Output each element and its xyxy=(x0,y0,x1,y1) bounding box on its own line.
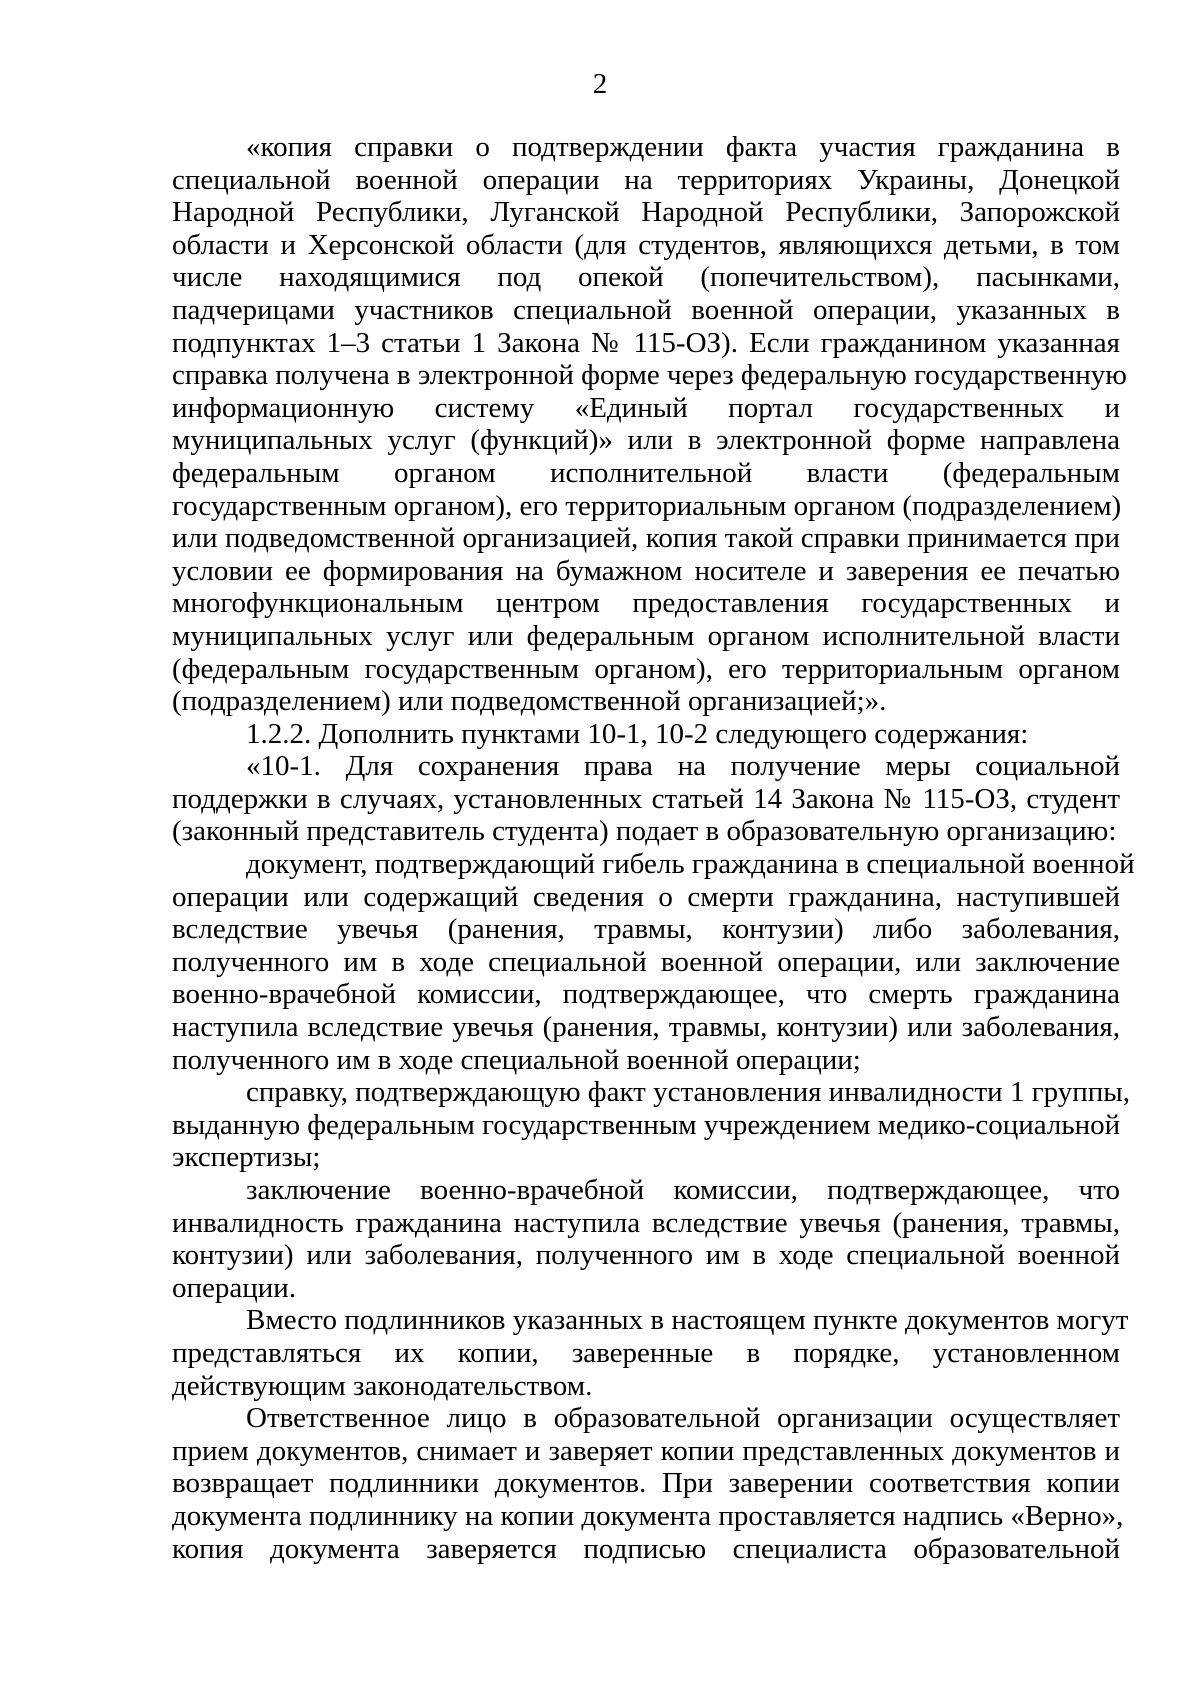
text-line: Вместо подлинников указанных в настоящем пункте документов могут xyxy=(246,1304,1129,1337)
paragraph xyxy=(172,1304,1129,1402)
text-line: федеральным органом исполнительной власти (федеральным xyxy=(172,456,1120,489)
text-line: контузии) или заболевания, полученного им в ходе специальной военной xyxy=(172,1239,1120,1272)
text-line: копия документа заверяется подписью специалиста образовательной xyxy=(172,1532,1120,1565)
text-line: прием документов, снимает и заверяет копии представленных документов и xyxy=(172,1434,1120,1467)
text-line: подпунктах 1–3 статьи 1 Закона № 115-ОЗ). Если гражданином указанная xyxy=(172,326,1120,359)
text-line: «10-1. Для сохранения права на получение меры социальной xyxy=(246,750,1120,783)
text-line: (федеральным государственным органом), его территориальным органом xyxy=(172,652,1120,685)
text-line: операции или содержащий сведения о смерти гражданина, наступившей xyxy=(172,880,1120,913)
text-line: полученного им в ходе специальной военной операции, или заключение xyxy=(172,945,1120,978)
text-line: муниципальных услуг или федеральным органом исполнительной власти xyxy=(172,619,1120,652)
text-line: операции. xyxy=(172,1271,297,1304)
text-line: Народной Республики, Луганской Народной Республики, Запорожской xyxy=(172,196,1120,229)
text-line: информационную систему «Единый портал государственных и xyxy=(172,391,1120,424)
text-line: условии ее формирования на бумажном носителе и заверения ее печатью xyxy=(172,554,1120,587)
text-line: документ, подтверждающий гибель гражданина в специальной военной xyxy=(246,848,1135,881)
paragraph xyxy=(172,1174,1120,1304)
text-line: наступила вследствие увечья (ранения, травмы, контузии) или заболевания, xyxy=(172,1011,1120,1044)
text-line: выданную федеральным государственным учреждением медико-социальной xyxy=(172,1108,1121,1141)
text-line: падчерицами участников специальной военной операции, указанных в xyxy=(172,293,1120,326)
text-line: справка получена в электронной форме через федеральную государственную xyxy=(172,359,1127,392)
text-line: муниципальных услуг (функций)» или в электронной форме направлена xyxy=(172,424,1120,457)
paragraph xyxy=(172,131,1127,718)
text-line: специальной военной операции на территориях Украины, Донецкой xyxy=(172,163,1120,196)
document-body xyxy=(172,131,1135,1565)
text-line: 1.2.2. Дополнить пунктами 10-1, 10-2 следующего содержания: xyxy=(246,717,1029,750)
text-line: представляться их копии, заверенные в порядке, установленном xyxy=(172,1336,1120,1369)
text-line: военно-врачебной комиссии, подтверждающее, что смерть гражданина xyxy=(172,978,1120,1011)
text-line: многофункциональным центром предоставления государственных и xyxy=(172,587,1120,620)
paragraph xyxy=(172,1402,1124,1565)
paragraph xyxy=(172,750,1120,848)
text-line: вследствие увечья (ранения, травмы, контузии) либо заболевания, xyxy=(172,913,1120,946)
text-line: полученного им в ходе специальной военной операции; xyxy=(172,1043,861,1076)
text-line: справку, подтверждающую факт установления инвалидности 1 группы, xyxy=(246,1076,1130,1109)
paragraph xyxy=(172,848,1135,1076)
text-line: или подведомственной организацией, копия такой справки принимается при xyxy=(172,522,1120,555)
text-line: (подразделением) или подведомственной организацией;». xyxy=(172,685,887,718)
text-line: возвращает подлинники документов. При заверении соответствия копии xyxy=(172,1467,1120,1500)
text-line: государственным органом), его территориальным органом (подразделением) xyxy=(172,489,1122,522)
page-number: 2 xyxy=(592,68,608,100)
text-line: «копия справки о подтверждении факта участия гражданина в xyxy=(246,131,1120,163)
text-line: документа подлиннику на копии документа проставляется надпись «Верно», xyxy=(172,1499,1124,1532)
text-line: Ответственное лицо в образовательной организации осуществляет xyxy=(246,1402,1120,1435)
text-line: экспертизы; xyxy=(172,1141,321,1174)
text-line: области и Херсонской области (для студентов, являющихся детьми, в том xyxy=(172,228,1120,261)
text-line: инвалидность гражданина наступила вследствие увечья (ранения, травмы, xyxy=(172,1206,1120,1239)
text-line: действующим законодательством. xyxy=(172,1369,593,1402)
paragraph xyxy=(172,1076,1130,1174)
paragraph xyxy=(172,718,1120,751)
text-line: поддержки в случаях, установленных статьей 14 Закона № 115-ОЗ, студент xyxy=(172,782,1120,815)
text-line: заключение военно-врачебной комиссии, подтверждающее, что xyxy=(246,1174,1120,1206)
text-line: (законный представитель студента) подает в образовательную организацию: xyxy=(172,815,1117,848)
text-line: числе находящимися под опекой (попечительством), пасынками, xyxy=(172,261,1120,294)
